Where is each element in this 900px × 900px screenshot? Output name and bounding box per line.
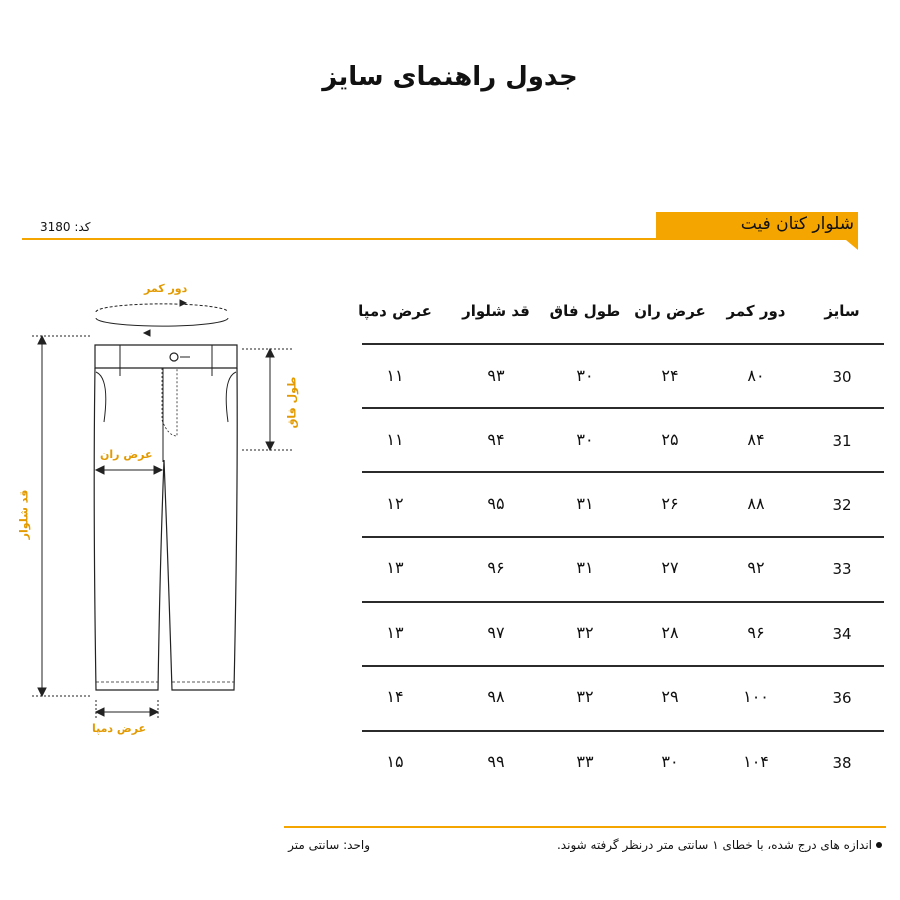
rise-label: طول فاق — [285, 376, 299, 429]
measure-cell: ۳۲ — [576, 623, 594, 642]
measure-cell: ۸۸ — [747, 494, 765, 513]
measure-cell: ۱۰۰ — [743, 687, 769, 706]
measure-cell: ۱۵ — [386, 752, 404, 771]
measure-cell: ۹۶ — [747, 623, 765, 642]
measure-cell: ۲۹ — [661, 687, 679, 706]
pants-outline — [94, 345, 237, 690]
measure-cell: ۳۰ — [661, 752, 679, 771]
measure-cell: ۹۶ — [487, 558, 505, 577]
measure-cell: ۱۲ — [386, 494, 404, 513]
measure-cell: ۹۴ — [487, 430, 505, 449]
table-header-3: طول فاق — [549, 302, 621, 320]
size-cell: 30 — [832, 368, 852, 386]
measure-cell: ۲۴ — [661, 366, 679, 385]
measure-cell: ۲۵ — [661, 430, 679, 449]
measure-cell: ۸۴ — [747, 430, 765, 449]
measure-cell: ۲۸ — [661, 623, 679, 642]
measure-cell: ۹۳ — [487, 366, 505, 385]
measure-cell: ۳۱ — [576, 494, 594, 513]
note-bullet — [876, 842, 882, 848]
pants-diagram — [0, 260, 330, 760]
measure-cell: ۱۱ — [386, 430, 404, 449]
measure-cell: ۱۰۴ — [743, 752, 769, 771]
unit-label: واحد: سانتی متر — [288, 838, 370, 852]
table-header-1: دور کمر — [726, 302, 786, 320]
measure-cell: ۱۳ — [386, 623, 404, 642]
table-rule — [362, 601, 884, 603]
product-code: کد: 3180 — [40, 220, 91, 234]
measure-cell: ۱۱ — [386, 366, 404, 385]
measure-cell: ۳۳ — [576, 752, 594, 771]
measure-cell: ۹۷ — [487, 623, 505, 642]
product-name: شلوار کتان فیت — [740, 214, 854, 234]
table-rule — [362, 407, 884, 409]
table-header-4: قد شلوار — [462, 302, 530, 320]
measure-cell: ۹۲ — [747, 558, 765, 577]
product-tab-notch — [846, 240, 858, 250]
table-rule — [362, 665, 884, 667]
thigh-dimension-icon — [96, 466, 162, 474]
table-header-2: عرض ران — [634, 302, 706, 320]
table-rule — [362, 471, 884, 473]
measure-cell: ۳۰ — [576, 430, 594, 449]
table-rule — [362, 536, 884, 538]
length-dimension-icon — [32, 336, 90, 696]
table-rule — [362, 730, 884, 732]
size-cell: 38 — [832, 754, 852, 772]
hem-label: عرض دمپا — [92, 722, 147, 735]
hem-dimension-icon — [96, 700, 158, 718]
waist-arrow-icon — [96, 300, 228, 336]
size-cell: 33 — [832, 560, 852, 578]
size-cell: 31 — [832, 432, 852, 450]
page-title: جدول راهنمای سایز — [322, 62, 578, 92]
size-cell: 36 — [832, 689, 852, 707]
measure-cell: ۳۱ — [576, 558, 594, 577]
thigh-label: عرض ران — [100, 448, 153, 461]
table-header-5: عرض دمپا — [358, 302, 432, 320]
table-rule — [362, 343, 884, 345]
measure-cell: ۳۲ — [576, 687, 594, 706]
size-cell: 32 — [832, 496, 852, 514]
measure-cell: ۲۶ — [661, 494, 679, 513]
length-label: قد شلوار — [17, 489, 31, 540]
measure-cell: ۸۰ — [747, 366, 765, 385]
table-header-0: سایز — [824, 302, 860, 320]
tolerance-note: اندازه های درج شده، با خطای ۱ سانتی متر درنظر گرفته شوند. — [556, 838, 872, 852]
waist-label: دور کمر — [144, 282, 188, 295]
measure-cell: ۹۵ — [487, 494, 505, 513]
measure-cell: ۳۰ — [576, 366, 594, 385]
size-cell: 34 — [832, 625, 852, 643]
measure-cell: ۹۹ — [487, 752, 505, 771]
measure-cell: ۲۷ — [661, 558, 679, 577]
measure-cell: ۹۸ — [487, 687, 505, 706]
footer-divider — [284, 826, 886, 828]
measure-cell: ۱۴ — [386, 687, 404, 706]
measure-cell: ۱۳ — [386, 558, 404, 577]
